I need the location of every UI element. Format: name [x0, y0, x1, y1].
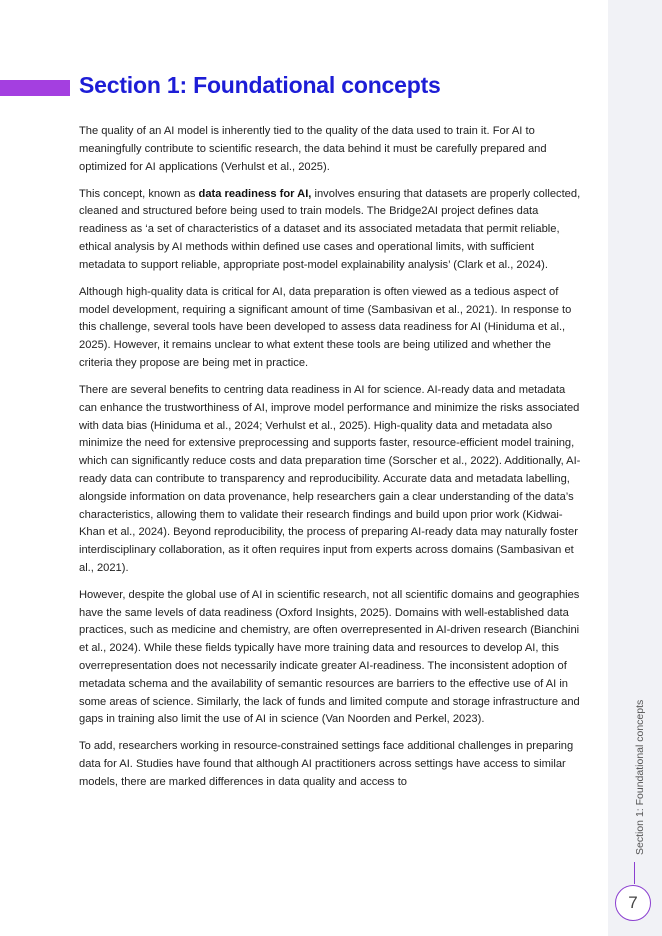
- page-number: 7: [615, 885, 651, 921]
- body-text: [79, 123, 583, 801]
- data-readiness-term: data readiness for AI,: [198, 187, 312, 200]
- side-connector-line: [634, 862, 635, 884]
- paragraph-2: [79, 186, 583, 275]
- paragraph-2-lead: This concept, known as: [79, 187, 199, 200]
- paragraph-2-rest: involves ensuring that datasets are properly collected, cleaned and structured before being used to train models. The Bridge2AI project defines data readiness as ‘a set of characteristics of a dataset and its associated metadata that permit reliable, ethical analysis by AI methods within defined use cases and operational limits, with sufficient metadata to support reliable, appropriate post-model explainability analysis’ (Clark et al., 2024).: [79, 187, 581, 271]
- running-section-title: Section 1: Foundational concepts: [634, 699, 646, 855]
- section-accent-bar: [0, 80, 70, 96]
- paragraph-1: The quality of an AI model is inherently tied to the quality of the data used to train it. For AI to meaningfully contribute to scientific research, the data behind it must be carefully prepared and optimized for AI applications (Verhulst et al., 2025).: [79, 125, 547, 173]
- paragraph-4: There are several benefits to centring data readiness in AI for science. AI-ready data and metadata can enhance the trustworthiness of AI, improve model performance and minimize the risks associated with data bias (Hiniduma et al., 2024; Verhulst et al., 2025). High-quality data and metadata also minimize the need for extensive preprocessing and supports faster, resource-efficient model training, which can significantly reduce costs and data preparation time (Sorscher et al., 2022). Additionally, AI-ready data can contribute to transparency and reproducibility. Accurate data and metadata labelling, alongside information on data provenance, help researchers gain a clear understanding of the data’s characteristics, allowing them to validate their research findings and build upon prior work (Kidwai-Khan et al., 2024). Beyond reproducibility, the process of preparing AI-ready data may naturally foster interdisciplinary collaboration, as it often requires input from experts across domains (Sambasivan et al., 2021).: [79, 383, 581, 574]
- paragraph-5: However, despite the global use of AI in scientific research, not all scientific domains and geographies have the same levels of data readiness (Oxford Insights, 2025). Domains with well-established data practices, such as medicine and chemistry, are often overrepresented in AI-driven research (Bianchini et al., 2024). While these fields typically have more training data and resources to develop AI, this overrepresentation does not necessarily indicate greater AI-readiness. The inconsistent adoption of metadata schema and the availability of semantic resources are barriers to the effective use of AI in some areas of science. Similarly, the lack of funds and limited compute and storage infrastructure and gaps in training also limit the use of AI in science (Van Noorden and Perkel, 2023).: [79, 588, 580, 726]
- paragraph-6: To add, researchers working in resource-constrained settings face additional challenges in preparing data for AI. Studies have found that although AI practitioners across settings have access to similar models, there are marked differences in data quality and access to: [79, 740, 574, 789]
- paragraph-3: Although high-quality data is critical for AI, data preparation is often viewed as a tedious aspect of model development, requiring a significant amount of time (Sambasivan et al., 2021). In response to this challenge, several tools have been developed to assess data readiness for AI (Hiniduma et al., 2025). However, it remains unclear to what extent these tools are being utilized and whether the criteria they propose are being met in practice.: [79, 285, 572, 369]
- section-title: Section 1: Foundational concepts: [79, 72, 441, 98]
